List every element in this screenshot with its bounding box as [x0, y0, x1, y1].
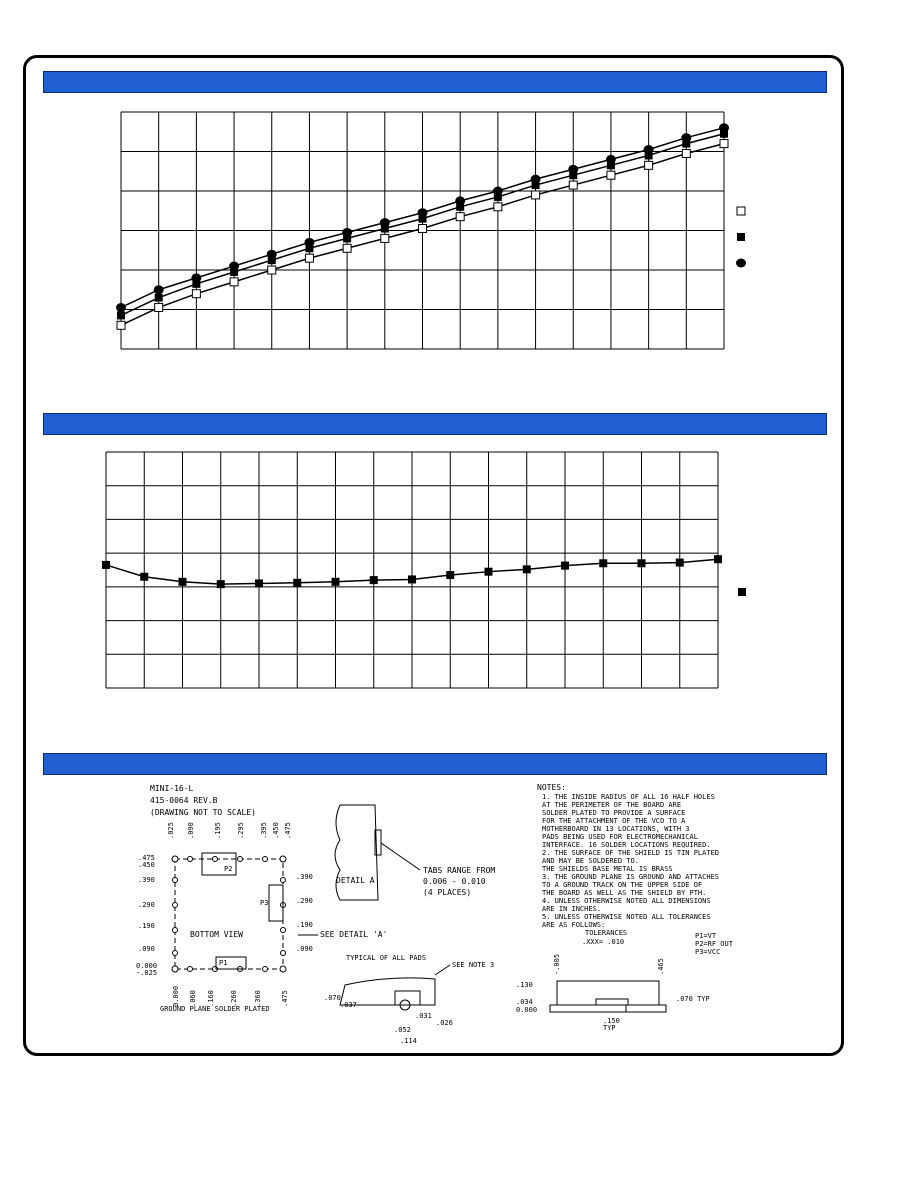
svg-text:.475: .475: [281, 990, 289, 1007]
svg-text:.031: .031: [415, 1012, 432, 1020]
part-number: MINI-16-L: [150, 784, 194, 793]
svg-text:.290: .290: [296, 897, 313, 905]
tabs-range-line-3: (4 PLACES): [423, 888, 472, 897]
side-view-board: [550, 1005, 666, 1012]
scale-note: (DRAWING NOT TO SCALE): [150, 808, 256, 817]
notes-title: NOTES:: [537, 783, 566, 792]
series-1-point-12: [561, 562, 569, 570]
bottom-dimensions: [172, 986, 289, 1007]
series-1-point-3: [217, 580, 225, 588]
svg-text:.395: .395: [260, 822, 268, 839]
tolerance-value: .XXX= .010: [582, 938, 625, 946]
series-1-point-10: [485, 568, 493, 576]
svg-text:.070 TYP: .070 TYP: [676, 995, 710, 1003]
see-note-3: SEE NOTE 3: [452, 961, 495, 969]
svg-text:PADS BEING USED FOR ELECTROMEC: PADS BEING USED FOR ELECTROMECHANICAL: [542, 833, 698, 841]
svg-text:MOTHERBOARD IN 13 LOCATIONS, W: MOTHERBOARD IN 13 LOCATIONS, WITH 3: [542, 825, 690, 833]
series-1-point-14: [638, 559, 646, 567]
svg-text:.090: .090: [296, 945, 313, 953]
typical-pads-label: TYPICAL OF ALL PADS: [346, 954, 427, 962]
svg-text:.037: .037: [340, 1001, 357, 1009]
series-1-point-4: [255, 579, 263, 587]
svg-text:P1: P1: [219, 959, 228, 967]
svg-text:.052: .052: [394, 1026, 411, 1034]
svg-text:-.005: -.005: [553, 953, 561, 975]
svg-text:1. THE INSIDE RADIUS OF ALL 16: 1. THE INSIDE RADIUS OF ALL 16 HALF HOLES: [542, 793, 715, 801]
part-revision: 415-0064 REV.B: [150, 796, 218, 805]
svg-text:SOLDER PLATED TO PROVIDE A SUR: SOLDER PLATED TO PROVIDE A SURFACE: [542, 809, 686, 817]
svg-text:ARE AS FOLLOWS:: ARE AS FOLLOWS:: [542, 921, 606, 929]
svg-text:.150: .150: [603, 1017, 620, 1025]
svg-text:AT THE PERIMETER OF THE BOARD: AT THE PERIMETER OF THE BOARD ARE: [542, 801, 682, 809]
top-dimensions: [167, 822, 292, 839]
svg-text:.070: .070: [324, 994, 341, 1002]
svg-text:.130: .130: [516, 981, 533, 989]
svg-text:.465: .465: [657, 958, 665, 975]
series-1-point-6: [332, 578, 340, 586]
detail-a-label: DETAIL A: [336, 876, 375, 885]
svg-text:.026: .026: [436, 1019, 453, 1027]
series-1-point-7: [370, 576, 378, 584]
see-detail-label: SEE DETAIL 'A': [320, 930, 388, 939]
svg-text:.295: .295: [237, 822, 245, 839]
svg-text:TYP: TYP: [603, 1024, 616, 1032]
detail-a-outline: [335, 805, 378, 900]
ground-plane-label: GROUND PLANE SOLDER PLATED: [160, 1005, 270, 1013]
svg-text:.160: .160: [207, 990, 215, 1007]
svg-text:.195: .195: [214, 822, 222, 839]
svg-text:INTERFACE. 16 SOLDER LOCATIONS: INTERFACE. 16 SOLDER LOCATIONS REQUIRED.: [542, 841, 711, 849]
tolerances-title: TOLERANCES: [585, 929, 628, 937]
svg-text:.034: .034: [516, 998, 533, 1006]
tabs-range-line-1: TABS RANGE FROM: [423, 866, 496, 875]
series-1-point-1: [140, 573, 148, 581]
svg-text:TO A GROUND TRACK ON THE UPPER: TO A GROUND TRACK ON THE UPPER SIDE OF: [542, 881, 703, 889]
pin-def-p1: P1=VT: [695, 932, 717, 940]
svg-text:.025: .025: [167, 822, 175, 839]
svg-text:.190: .190: [296, 921, 313, 929]
side-view-shield: [557, 981, 659, 1005]
svg-text:2. THE SURFACE OF THE SHIELD I: 2. THE SURFACE OF THE SHIELD IS TIN PLATED: [542, 849, 720, 857]
svg-text:THE SHIELDS BASE METAL IS BRAS: THE SHIELDS BASE METAL IS BRASS: [542, 865, 673, 873]
series-1-point-8: [408, 575, 416, 583]
svg-text:3. THE GROUND PLANE IS GROUND: 3. THE GROUND PLANE IS GROUND AND ATTACHES: [542, 873, 720, 881]
bottom-view-label: BOTTOM VIEW: [190, 930, 243, 939]
pin-def-p3: P3=VCC: [695, 948, 721, 956]
svg-text:.190: .190: [138, 922, 155, 930]
series-1-point-0: [102, 561, 110, 569]
svg-text:0.000: 0.000: [516, 1006, 538, 1014]
svg-text:.114: .114: [400, 1037, 417, 1045]
svg-text:0.000: 0.000: [172, 985, 180, 1007]
tabs-range-line-2: 0.006 - 0.010: [423, 877, 486, 886]
legend-marker-series-1: [738, 588, 746, 596]
svg-text:AND MAY BE SOLDERED TO.: AND MAY BE SOLDERED TO.: [542, 857, 639, 865]
svg-text:-.025: -.025: [136, 969, 158, 977]
svg-text:.390: .390: [296, 873, 313, 881]
svg-text:FOR THE ATTACHMENT OF THE VCO: FOR THE ATTACHMENT OF THE VCO TO A: [542, 817, 686, 825]
svg-text:P2: P2: [224, 865, 233, 873]
right-dimensions: [296, 873, 313, 953]
series-1-point-9: [446, 571, 454, 579]
series-1-point-5: [293, 579, 301, 587]
pin-def-p2: P2=RF OUT: [695, 940, 733, 948]
svg-text:.090: .090: [138, 945, 155, 953]
svg-text:.450: .450: [272, 822, 280, 839]
svg-text:P3: P3: [260, 899, 269, 907]
svg-text:.390: .390: [138, 876, 155, 884]
svg-text:.475: .475: [284, 822, 292, 839]
svg-text:4. UNLESS OTHERWISE NOTED ALL: 4. UNLESS OTHERWISE NOTED ALL DIMENSIONS: [542, 897, 711, 905]
svg-text:THE BOARD AS WELL AS THE SHIEL: THE BOARD AS WELL AS THE SHIELD BY PTH.: [542, 889, 707, 897]
svg-text:5. UNLESS OTHERWISE NOTED ALL: 5. UNLESS OTHERWISE NOTED ALL TOLERANCES: [542, 913, 711, 921]
svg-text:ARE IN INCHES.: ARE IN INCHES.: [542, 905, 602, 913]
svg-text:.060: .060: [189, 990, 197, 1007]
notes-list: [542, 793, 719, 929]
mechanical-drawing: [40, 775, 828, 1050]
svg-text:.360: .360: [254, 990, 262, 1007]
series-1-point-16: [714, 555, 722, 563]
series-1-point-13: [599, 559, 607, 567]
left-dimensions: [136, 854, 157, 977]
svg-text:0.000: 0.000: [136, 962, 158, 970]
series-1-point-15: [676, 559, 684, 567]
series-1-point-11: [523, 565, 531, 573]
svg-text:.290: .290: [138, 901, 155, 909]
series-1-point-2: [179, 578, 187, 586]
svg-text:.475: .475: [138, 854, 155, 862]
svg-text:.090: .090: [187, 822, 195, 839]
svg-text:.260: .260: [230, 990, 238, 1007]
svg-text:.450: .450: [138, 861, 155, 869]
